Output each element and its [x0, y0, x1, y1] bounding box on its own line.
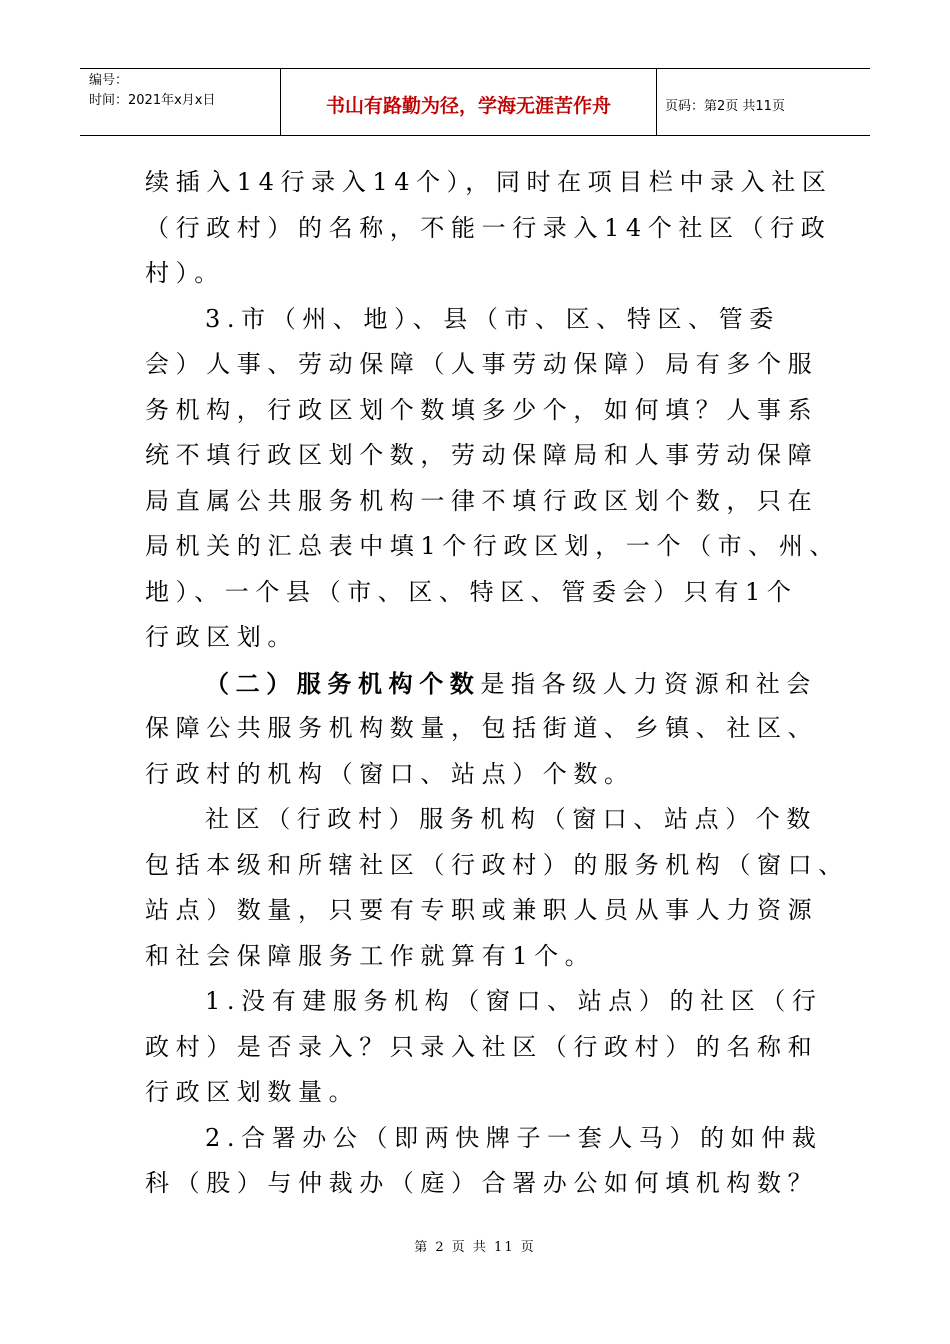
- text-line: 保障公共服务机构数量，包括街道、乡镇、社区、: [145, 714, 819, 742]
- text-line: 包括本级和所辖社区（行政村）的服务机构（窗口、: [145, 850, 849, 879]
- text-line: 地）、一个县（市、区、特区、管委会）只有1个: [145, 577, 798, 606]
- text-line: 3.市（州、地）、县（市、区、特区、管委: [205, 304, 780, 333]
- text-line: 行政村的机构（窗口、站点）个数。: [145, 759, 635, 788]
- text-line: 统不填行政区划个数，劳动保障局和人事劳动保障: [145, 441, 819, 469]
- text-line: 政村）是否录入？只录入社区（行政村）的名称和: [145, 1032, 819, 1061]
- text-line: 局直属公共服务机构一律不填行政区划个数，只在: [145, 486, 819, 515]
- number-label: 编号：: [89, 73, 129, 88]
- header-meta: [80, 69, 281, 135]
- time-label: 时间：2021年x月x日: [89, 93, 216, 108]
- document-body: [145, 160, 849, 1207]
- page-footer: 第 2 页 共 11 页: [414, 1240, 536, 1255]
- header-table: [80, 68, 870, 136]
- header-motto: 书山有路勤为径，学海无涯苦作舟: [281, 69, 657, 135]
- text-line: 站点）数量，只要有专职或兼职人员从事人力资源: [145, 896, 819, 924]
- text-line: 和社会保障服务工作就算有1个。: [145, 941, 596, 970]
- section-heading-line: [145, 661, 820, 707]
- text-line: 续插入14行录入14个），同时在项目栏中录入社区: [145, 168, 833, 196]
- text-line: 科（股）与仲裁办（庭）合署办公如何填机构数？: [145, 1169, 819, 1197]
- text-line: 村）。: [145, 259, 225, 287]
- text-line: 会）人事、劳动保障（人事劳动保障）局有多个服: [145, 350, 819, 378]
- text-line: 局机关的汇总表中填1个行政区划，一个（市、州、: [145, 532, 841, 560]
- page-label: 页码：第2页 共11页: [665, 98, 785, 114]
- text-line: 务机构，行政区划个数填多少个，如何填？人事系: [145, 395, 819, 424]
- text-line: 行政区划。: [145, 623, 298, 651]
- text-line: 是指各级人力资源和社会: [480, 669, 818, 698]
- text-line: （行政村）的名称，不能一行录入14个社区（行政: [145, 213, 832, 242]
- text-line: 社区（行政村）服务机构（窗口、站点）个数: [205, 805, 817, 833]
- text-line: 2.合署办公（即两快牌子一套人马）的如仲裁: [205, 1123, 823, 1152]
- text-line: 1.没有建服务机构（窗口、站点）的社区（行: [205, 987, 823, 1015]
- text-line: 行政区划数量。: [145, 1078, 360, 1106]
- section-heading: （二）服务机构个数: [205, 668, 481, 698]
